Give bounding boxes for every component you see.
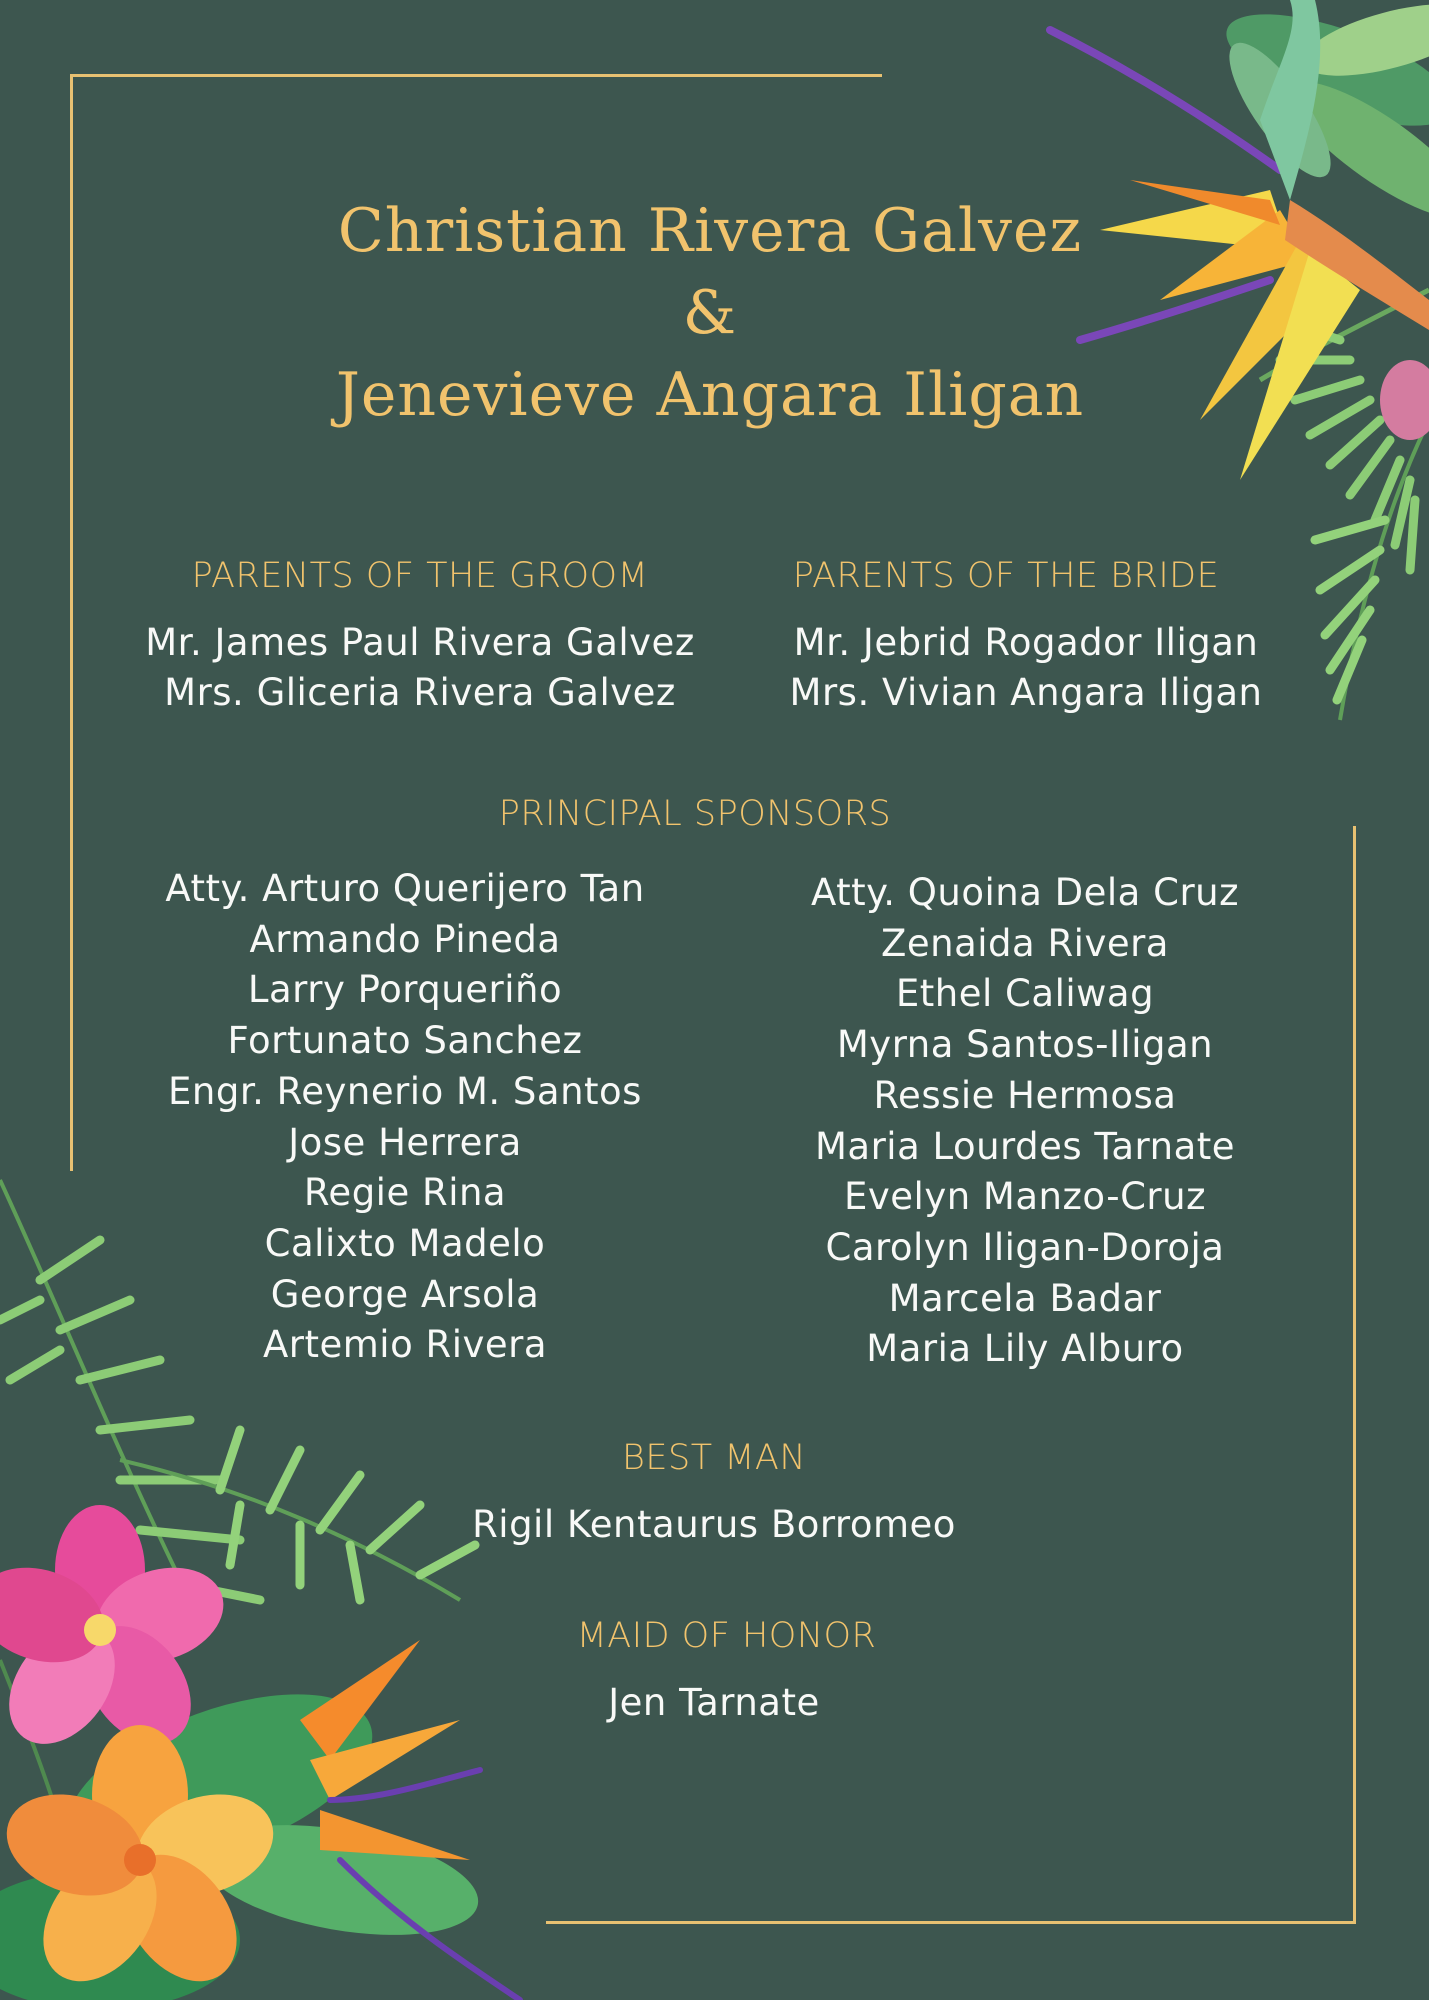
frame-bottom-line xyxy=(546,1921,1356,1924)
list-item: Evelyn Manzo-Cruz xyxy=(844,1175,1206,1219)
list-item: George Arsola xyxy=(270,1272,540,1316)
list-item: Calixto Madelo xyxy=(264,1221,546,1265)
list-item: Mrs. Vivian Angara Iligan xyxy=(789,671,1263,714)
ampersand: & xyxy=(682,278,738,348)
groom-name: Christian Rivera Galvez xyxy=(337,196,1083,266)
bride-name: Jenevieve Angara Iligan xyxy=(335,360,1085,430)
parents-groom-heading: PARENTS OF THE GROOM xyxy=(191,556,649,596)
parents-bride-heading: PARENTS OF THE BRIDE xyxy=(792,556,1220,596)
sponsors-left-list xyxy=(90,864,720,1371)
list-item: Mrs. Gliceria Rivera Galvez xyxy=(164,671,676,714)
list-item: Jose Herrera xyxy=(288,1120,522,1164)
list-item: Engr. Reynerio M. Santos xyxy=(168,1069,642,1113)
list-item: Zenaida Rivera xyxy=(881,921,1169,965)
frame-top-line xyxy=(70,74,882,77)
list-item: Larry Porqueriño xyxy=(247,968,563,1012)
list-item: Regie Rina xyxy=(303,1171,507,1215)
list-item: Ethel Caliwag xyxy=(895,972,1155,1016)
list-item: Fortunato Sanchez xyxy=(227,1019,583,1063)
list-item: Mr. James Paul Rivera Galvez xyxy=(145,621,695,664)
frame-right-line xyxy=(1353,826,1356,1924)
principal-sponsors-heading: PRINCIPAL SPONSORS xyxy=(498,794,892,834)
list-item: Myrna Santos-Iligan xyxy=(836,1023,1214,1067)
list-item: Marcela Badar xyxy=(888,1276,1162,1320)
parents-bride-list xyxy=(736,618,1316,718)
list-item: Ressie Hermosa xyxy=(873,1073,1177,1117)
maid-of-honor-heading: MAID OF HONOR xyxy=(576,1616,877,1656)
parents-groom-list xyxy=(80,618,760,718)
list-item: Carolyn Iligan-Doroja xyxy=(825,1225,1225,1269)
list-item: Atty. Arturo Querijero Tan xyxy=(165,867,645,910)
list-item: Mr. Jebrid Rogador Iligan xyxy=(793,621,1259,664)
sponsors-right-list xyxy=(725,868,1325,1375)
list-item: Armando Pineda xyxy=(249,917,561,961)
best-man-heading: BEST MAN xyxy=(621,1438,807,1478)
best-man-name: Rigil Kentaurus Borromeo xyxy=(472,1503,956,1546)
list-item: Artemio Rivera xyxy=(262,1323,548,1367)
list-item: Maria Lily Alburo xyxy=(866,1327,1184,1371)
list-item: Atty. Quoina Dela Cruz xyxy=(810,871,1240,914)
list-item: Maria Lourdes Tarnate xyxy=(814,1124,1236,1168)
couple-names xyxy=(270,190,1150,436)
orange-bird-of-paradise xyxy=(300,1640,520,2000)
maid-of-honor-name: Jen Tarnate xyxy=(608,1681,820,1724)
frame-left-line xyxy=(70,74,73,1171)
